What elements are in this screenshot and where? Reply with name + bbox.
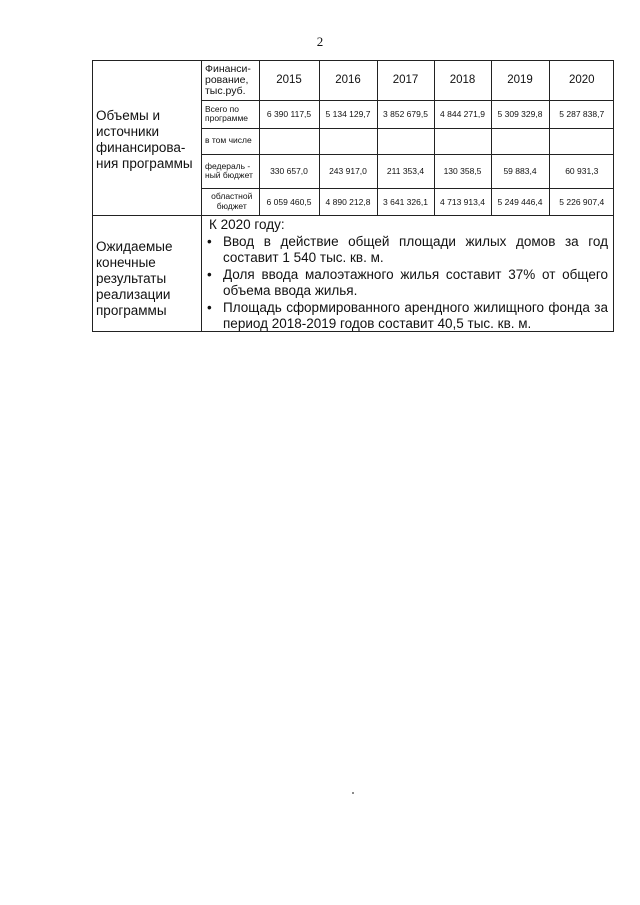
page-number: 2 (316, 34, 324, 49)
financing-label-cell (93, 61, 202, 215)
value-cell: 4 713 913,4 (434, 188, 491, 215)
value-cell (377, 128, 434, 154)
value-cell: 5 134 129,7 (319, 100, 377, 128)
value-cell: 330 657,0 (259, 154, 319, 188)
year-header: 2019 (491, 61, 549, 100)
row-label: в том числе (202, 128, 259, 154)
value-cell: 5 287 838,7 (549, 100, 614, 128)
financing-row (93, 61, 613, 216)
value-cell: 5 249 446,4 (491, 188, 549, 215)
value-cell: 211 353,4 (377, 154, 434, 188)
year-header: 2015 (259, 61, 319, 100)
list-item (202, 300, 608, 331)
value-cell (434, 128, 491, 154)
bullet-icon: • (207, 267, 212, 282)
value-cell: 4 890 212,8 (319, 188, 377, 215)
table-row (202, 100, 614, 128)
list-item (202, 267, 608, 298)
list-item-text: Доля ввода малоэтажного жилья составит 37% от общего объема ввода жилья. (223, 267, 608, 298)
value-cell: 4 844 271,9 (434, 100, 491, 128)
value-cell: 60 931,3 (549, 154, 614, 188)
results-label-cell (93, 215, 202, 332)
value-cell: 6 059 460,5 (259, 188, 319, 215)
results-list (202, 234, 608, 333)
financing-header-row (202, 61, 614, 100)
results-content (202, 215, 614, 332)
value-cell (259, 128, 319, 154)
value-cell: 5 309 329,8 (491, 100, 549, 128)
results-label: Ожидаемые конечные результаты реализации программы (96, 239, 173, 318)
financing-header-label: Финанси-рование, тыс.руб. (202, 61, 259, 100)
financing-label: Объемы и источники финансирова-ния программы (96, 108, 193, 171)
value-cell: 3 641 326,1 (377, 188, 434, 215)
list-item-text: Площадь сформированного арендного жилищного фонда за период 2018-2019 годов составит 40,5 тыс. кв. м. (223, 300, 608, 331)
value-cell: 243 917,0 (319, 154, 377, 188)
financing-table (202, 61, 614, 215)
scan-speck (352, 792, 354, 794)
table-row (202, 128, 614, 154)
value-cell: 6 390 117,5 (259, 100, 319, 128)
table-row (202, 188, 614, 215)
value-cell (491, 128, 549, 154)
list-item (202, 234, 608, 265)
bullet-icon: • (207, 234, 212, 249)
value-cell (549, 128, 614, 154)
year-header: 2020 (549, 61, 614, 100)
value-cell: 5 226 907,4 (549, 188, 614, 215)
results-intro: К 2020 году: (209, 217, 285, 232)
value-cell: 3 852 679,5 (377, 100, 434, 128)
row-label: федераль - ный бюджет (202, 154, 259, 188)
value-cell: 130 358,5 (434, 154, 491, 188)
year-header: 2016 (319, 61, 377, 100)
value-cell: 59 883,4 (491, 154, 549, 188)
row-label: областной бюджет (202, 188, 259, 215)
results-row (93, 215, 613, 332)
list-item-text: Ввод в действие общей площади жилых домов за год составит 1 540 тыс. кв. м. (223, 234, 608, 265)
value-cell (319, 128, 377, 154)
bullet-icon: • (207, 300, 212, 315)
year-header: 2017 (377, 61, 434, 100)
table-row (202, 154, 614, 188)
passport-table (92, 60, 614, 332)
year-header: 2018 (434, 61, 491, 100)
row-label: Всего по программе (202, 100, 259, 128)
